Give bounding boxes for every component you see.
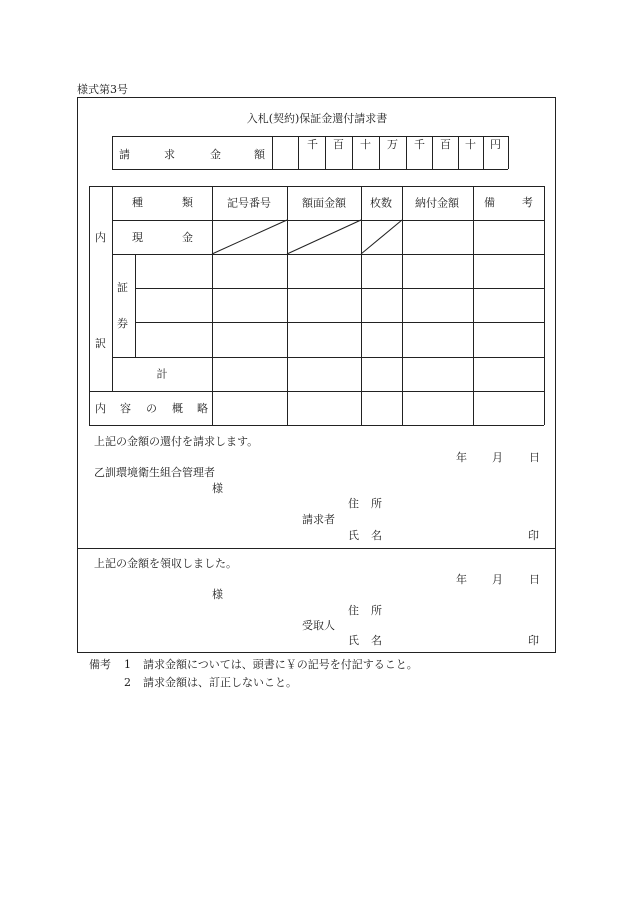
amount-label-char-1: 請 bbox=[119, 148, 130, 161]
receipt-name-char-2: 名 bbox=[371, 634, 382, 647]
total-label: 計 bbox=[156, 367, 168, 381]
cash-face-strike bbox=[287, 220, 361, 254]
header-remarks-char-2: 考 bbox=[522, 196, 533, 209]
digit-hyaku-man: 百 bbox=[333, 138, 344, 151]
request-date-month: 月 bbox=[492, 451, 503, 464]
digit-juu: 十 bbox=[465, 138, 476, 151]
summary-char-3: の bbox=[146, 402, 157, 415]
request-honorific: 様 bbox=[212, 482, 223, 495]
securities-char-2: 券 bbox=[117, 317, 128, 330]
notes-label: 備考 bbox=[89, 658, 111, 671]
receipt-name-char-1: 氏 bbox=[348, 634, 359, 647]
side-label-uchi: 内 bbox=[95, 231, 106, 244]
form-number: 様式第3号 bbox=[77, 83, 128, 96]
receipt-statement: 上記の金額を領収しました。 bbox=[94, 557, 237, 570]
digit-juu-man: 十 bbox=[360, 138, 371, 151]
note-1-number: 1 bbox=[124, 658, 131, 671]
note-2-number: 2 bbox=[124, 676, 131, 689]
digit-yen: 円 bbox=[490, 138, 501, 151]
note-1-text: 請求金額については、頭書に￥の記号を付記すること。 bbox=[143, 658, 418, 671]
header-remarks-char-1: 備 bbox=[484, 196, 495, 209]
request-role: 請求者 bbox=[302, 513, 335, 526]
form-title: 入札(契約)保証金還付請求書 bbox=[246, 112, 388, 125]
receipt-date-year: 年 bbox=[456, 573, 467, 586]
receipt-seal: 印 bbox=[528, 634, 539, 647]
receipt-honorific: 様 bbox=[212, 588, 223, 601]
cash-char-2: 金 bbox=[182, 231, 193, 244]
digit-hyaku: 百 bbox=[440, 138, 451, 151]
header-face-value: 額面金額 bbox=[302, 196, 346, 210]
header-count: 枚数 bbox=[370, 196, 392, 210]
receipt-address-char-2: 所 bbox=[371, 604, 382, 617]
amount-label-char-4: 額 bbox=[254, 148, 265, 161]
header-type-char-2: 類 bbox=[182, 196, 193, 209]
request-date-day: 日 bbox=[529, 451, 540, 464]
digit-sen-man: 千 bbox=[307, 138, 318, 151]
digit-man: 万 bbox=[387, 138, 398, 151]
request-address-char-1: 住 bbox=[348, 497, 359, 510]
summary-char-2: 容 bbox=[120, 402, 131, 415]
receipt-role: 受取人 bbox=[302, 619, 335, 632]
header-paid-amount: 納付金額 bbox=[415, 196, 459, 210]
cash-count-strike bbox=[361, 220, 402, 254]
securities-char-1: 証 bbox=[117, 281, 128, 294]
request-addressee: 乙訓環境衛生組合管理者 bbox=[94, 466, 215, 479]
summary-char-1: 内 bbox=[95, 402, 106, 415]
note-2-text: 請求金額は、訂正しないこと。 bbox=[143, 676, 297, 689]
header-symbol-number: 記号番号 bbox=[227, 196, 271, 210]
summary-char-4: 概 bbox=[172, 402, 183, 415]
amount-label-char-2: 求 bbox=[164, 148, 175, 161]
request-name-char-1: 氏 bbox=[348, 529, 359, 542]
header-type-char-1: 種 bbox=[132, 196, 143, 209]
request-name-char-2: 名 bbox=[371, 529, 382, 542]
amount-label-char-3: 金 bbox=[210, 148, 221, 161]
request-address-char-2: 所 bbox=[371, 497, 382, 510]
digit-sen: 千 bbox=[414, 138, 425, 151]
receipt-date-month: 月 bbox=[492, 573, 503, 586]
request-statement: 上記の金額の還付を請求します。 bbox=[94, 435, 259, 448]
request-date-year: 年 bbox=[456, 451, 467, 464]
cash-symbol-strike bbox=[212, 220, 287, 254]
receipt-date-day: 日 bbox=[529, 573, 540, 586]
cash-char-1: 現 bbox=[132, 231, 143, 244]
side-label-wake: 訳 bbox=[95, 337, 106, 350]
request-seal: 印 bbox=[528, 529, 539, 542]
summary-char-5: 略 bbox=[197, 402, 208, 415]
receipt-address-char-1: 住 bbox=[348, 604, 359, 617]
section-divider bbox=[77, 548, 556, 549]
